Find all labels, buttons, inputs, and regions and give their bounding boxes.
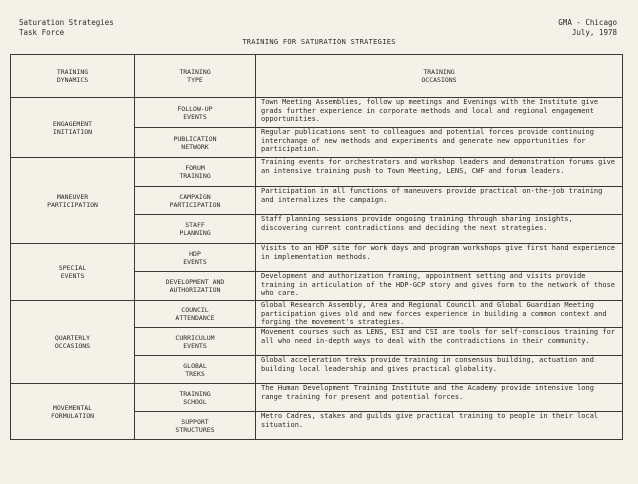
occasion-cell: Development and authorization framing, appointment setting and visits provide training in articulation of the HDP-GCP story and gives form to the network of those who care. <box>256 272 623 301</box>
meeting-location: GMA - Chicago <box>558 18 617 27</box>
type-cell: SUPPORT STRUCTURES <box>135 412 256 440</box>
column-header-dynamics: TRAINING DYNAMICS <box>11 55 135 98</box>
dynamics-cell-maneuver: MANEUVER PARTICIPATION <box>11 158 135 244</box>
occasion-cell: Participation in all functions of maneuvers provide practical on-the-job training and internalizes the campaign. <box>256 187 623 215</box>
dynamics-cell-quarterly: QUARTERLY OCCASIONS <box>11 301 135 384</box>
type-cell: GLOBAL TREKS <box>135 356 256 384</box>
dynamics-cell-movemental: MOVEMENTAL FORMULATION <box>11 384 135 440</box>
table-row <box>11 244 623 272</box>
dynamics-cell-engagement: ENGAGEMENT INITIATION <box>11 98 135 158</box>
table-row <box>11 158 623 187</box>
document-header-left <box>19 18 114 38</box>
occasion-cell: Global acceleration treks provide training in consensus building, actuation and building local leadership and gives practical globality. <box>256 356 623 384</box>
table-header-row <box>11 55 623 98</box>
type-cell: COUNCIL ATTENDANCE <box>135 301 256 328</box>
column-header-type: TRAINING TYPE <box>135 55 256 98</box>
type-cell: TRAINING SCHOOL <box>135 384 256 412</box>
occasion-cell: Metro Cadres, stakes and guilds give practical training to people in their local situation. <box>256 412 623 440</box>
type-cell: FORUM TRAINING <box>135 158 256 187</box>
type-cell: FOLLOW-UP EVENTS <box>135 98 256 128</box>
occasion-cell: Training events for orchestrators and workshop leaders and demonstration forums give an intensive training push to Town Meeting, LENS, CWF and forum leaders. <box>256 158 623 187</box>
dynamics-cell-special: SPECIAL EVENTS <box>11 244 135 301</box>
document-header-right <box>537 18 617 38</box>
training-table <box>10 54 623 440</box>
type-cell: STAFF PLANNING <box>135 215 256 244</box>
type-cell: CAMPAIGN PARTICIPATION <box>135 187 256 215</box>
occasion-cell: Global Research Assembly, Area and Regional Council and Global Guardian Meeting participation gives old and new forces experience in building a common context and forging the movement's strategies. <box>256 301 623 328</box>
column-header-occasions: TRAINING OCCASIONS <box>256 55 623 98</box>
occasion-cell: Visits to an HDP site for work days and program workshops give first hand experience in implementation methods. <box>256 244 623 272</box>
table-row <box>11 301 623 328</box>
occasion-cell: Town Meeting Assemblies, follow up meetings and Evenings with the Institute give grads further experience in corporate methods and local and regional engagement opportunities. <box>256 98 623 128</box>
occasion-cell: Regular publications sent to colleagues and potential forces provide continuing interchange of new methods and experiments and generate new opportunities for participation. <box>256 128 623 158</box>
type-cell: HDP EVENTS <box>135 244 256 272</box>
type-cell: DEVELOPMENT AND AUTHORIZATION <box>135 272 256 301</box>
occasion-cell: The Human Development Training Institute and the Academy provide intensive long range training for present and potential forces. <box>256 384 623 412</box>
type-cell: PUBLICATION NETWORK <box>135 128 256 158</box>
table-row <box>11 98 623 128</box>
org-name: Saturation Strategies <box>19 18 114 27</box>
page-title: TRAINING FOR SATURATION STRATEGIES <box>242 38 396 46</box>
document-date: July, 1978 <box>571 28 617 37</box>
type-cell: CURRICULUM EVENTS <box>135 328 256 356</box>
occasion-cell: Movement courses such as LENS, ESI and CSI are tools for self-conscious training for all who need in-depth ways to deal with the contradictions in their community. <box>256 328 623 356</box>
occasion-cell: Staff planning sessions provide ongoing training through sharing insights, discovering current contradictions and deciding the next strategies. <box>256 215 623 244</box>
org-subtitle: Task Force <box>19 28 65 37</box>
table-row <box>11 384 623 412</box>
